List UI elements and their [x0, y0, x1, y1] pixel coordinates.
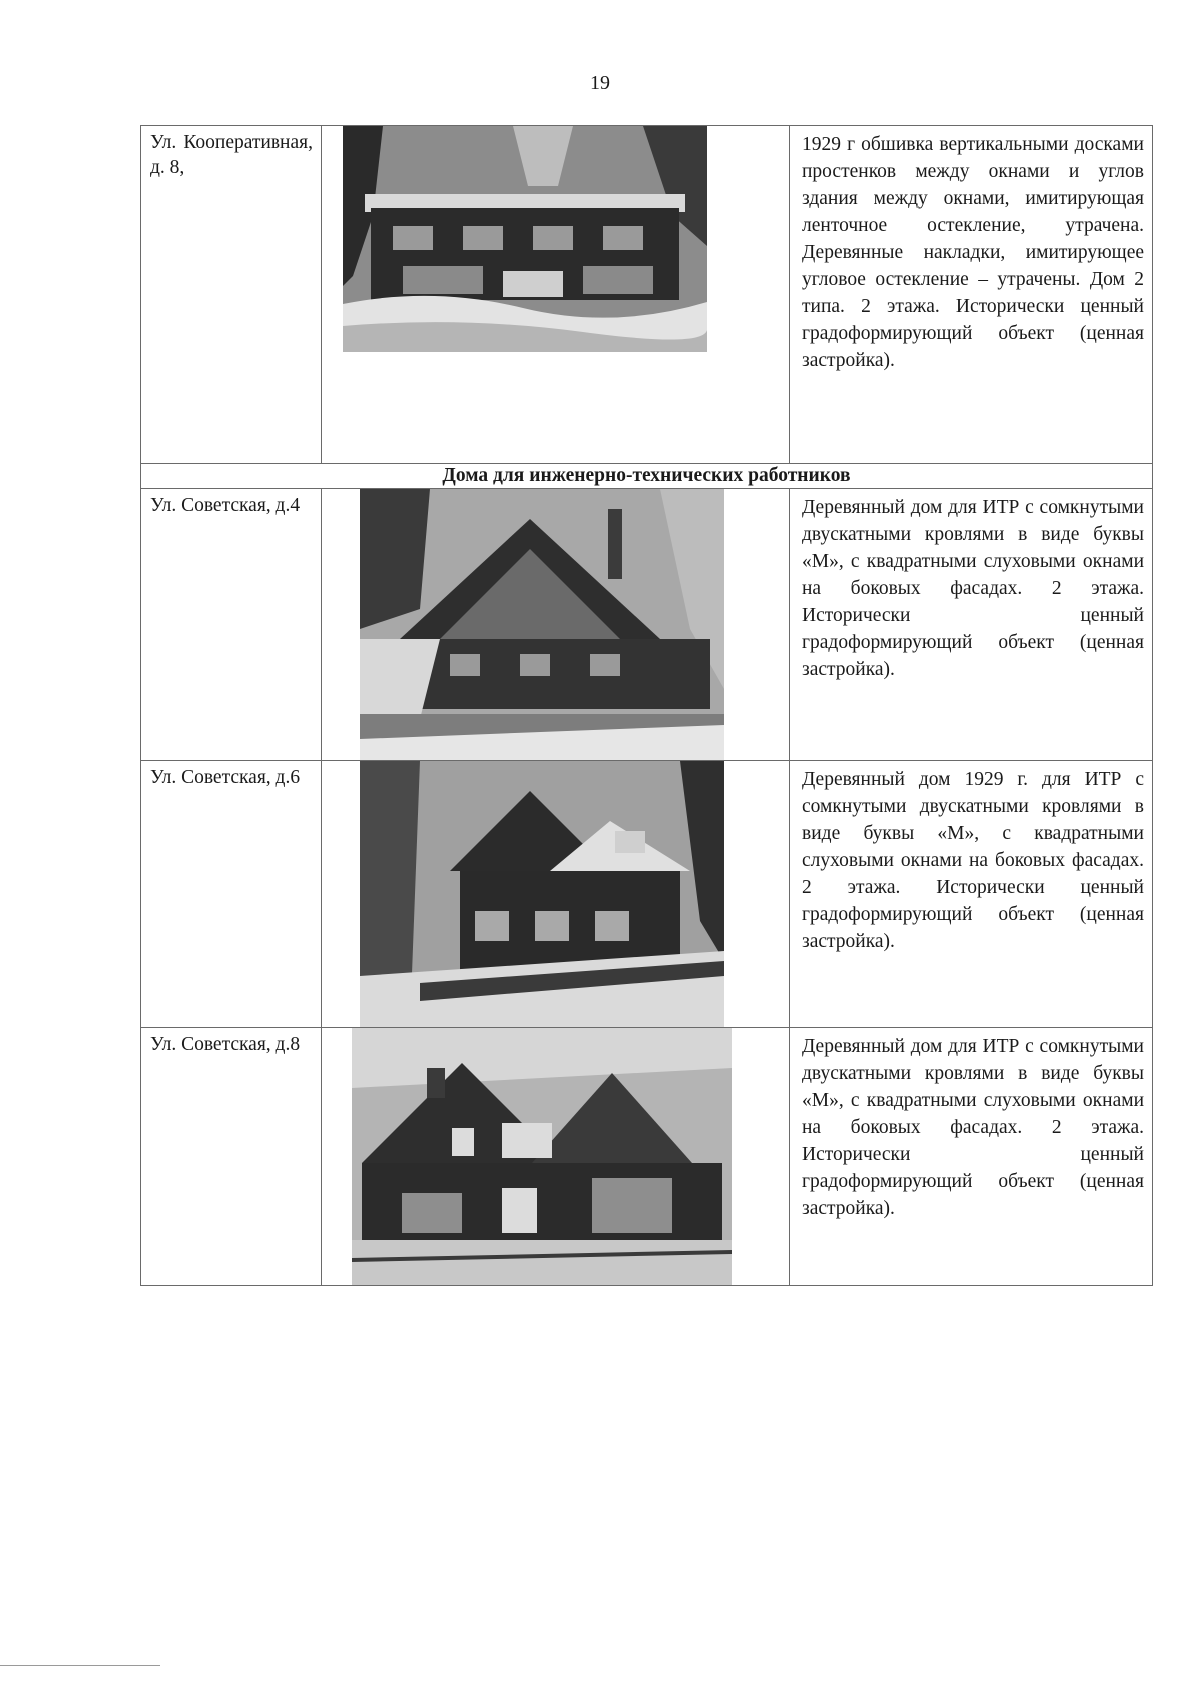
table-row — [141, 489, 1153, 761]
description-text: Деревянный дом для ИТР с сомкнутыми двускатными кровлями в виде буквы «М», с квадратными слуховыми окнами на боковых фасадах. 2 этажа. Исторически ценный градоформирующий объект (ценная застройка). — [802, 1036, 1144, 1219]
house-photo — [360, 489, 724, 760]
house-photo — [343, 126, 707, 352]
heritage-objects-table — [140, 125, 1153, 1286]
description-text: 1929 г обшивка вертикальными досками простенков между окнами и углов здания между окнами, имитирующая ленточное остекление, утрачена. Деревянные накладки, имитирующее угловое остекление – утрачены. Дом 2 типа. 2 этажа. Исторически ценный градоформирующий объект (ценная застройка). — [802, 134, 1144, 371]
address-cell — [141, 489, 322, 761]
photo-cell — [322, 761, 790, 1028]
photo-cell — [322, 1028, 790, 1286]
page-number: 19 — [590, 72, 610, 94]
table-row — [141, 761, 1153, 1028]
address-cell — [141, 126, 322, 464]
table-row — [141, 126, 1153, 464]
description-cell — [790, 489, 1153, 761]
description-cell — [790, 1028, 1153, 1286]
photo-cell — [322, 489, 790, 761]
scan-artifact-line — [0, 1665, 160, 1666]
address-text: Ул. Кооперативная, д. 8, — [150, 132, 313, 178]
description-text: Деревянный дом для ИТР с сомкнутыми двускатными кровлями в виде буквы «М», с квадратными слуховыми окнами на боковых фасадах. 2 этажа. Исторически ценный градоформирующий объект (ценная застройка). — [802, 497, 1144, 680]
description-cell — [790, 761, 1153, 1028]
address-cell — [141, 1028, 322, 1286]
house-photo — [360, 761, 724, 1027]
section-header-row — [141, 464, 1153, 489]
description-cell — [790, 126, 1153, 464]
section-header: Дома для инженерно-технических работников — [141, 464, 1153, 489]
address-cell — [141, 761, 322, 1028]
description-text: Деревянный дом 1929 г. для ИТР с сомкнутыми двускатными кровлями в виде буквы «М», с квадратными слуховыми окнами на боковых фасадах. 2 этажа. Исторически ценный градоформирующий объект (ценная застройка). — [802, 769, 1144, 952]
address-text: Ул. Советская, д.6 — [150, 767, 301, 788]
photo-cell — [322, 126, 790, 464]
house-photo — [352, 1028, 732, 1285]
table-row — [141, 1028, 1153, 1286]
address-text: Ул. Советская, д.4 — [150, 495, 301, 516]
address-text: Ул. Советская, д.8 — [150, 1034, 301, 1055]
